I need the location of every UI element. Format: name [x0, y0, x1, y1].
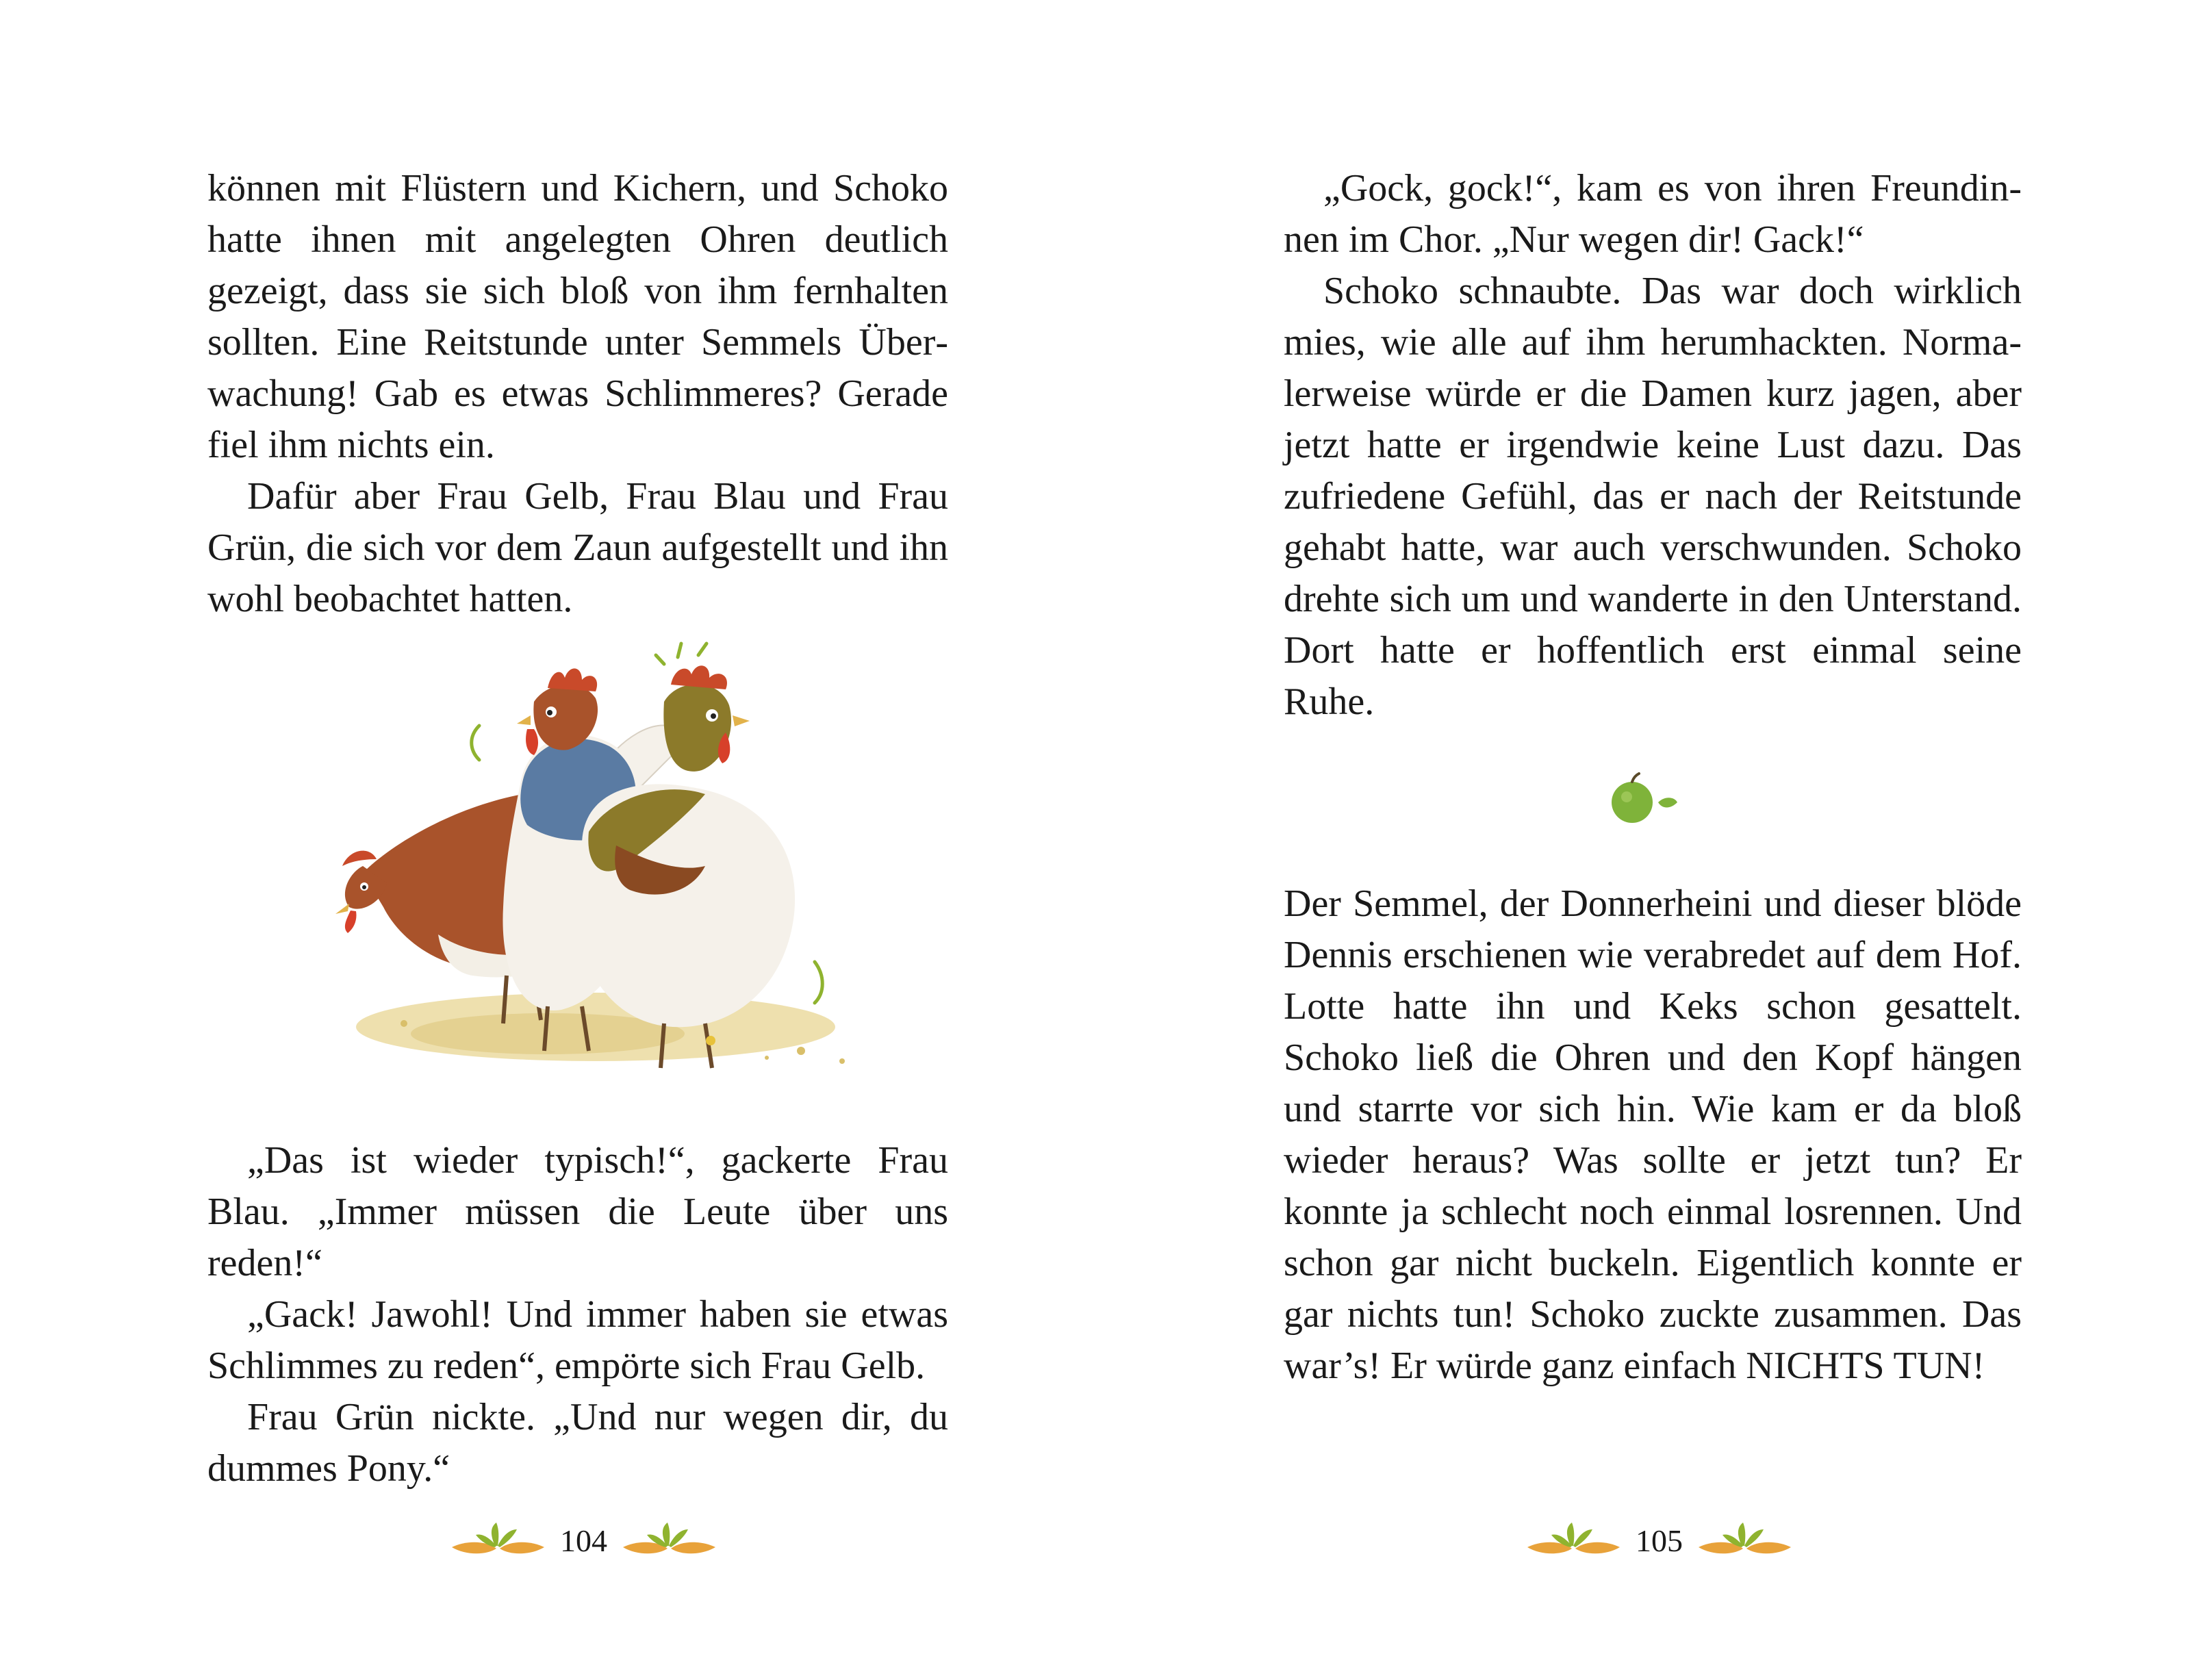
- paragraph: Frau Grün nickte. „Und nur wegen dir, du dummes Pony.“: [207, 1396, 948, 1490]
- paragraph: Schoko schnaubte. Das war doch wirklich mies, wie alle auf ihm herumhackten. Normalerweise würde er die Damen kurz jagen, aber jetzt hatte er irgendwie keine Lust dazu. Das zufriedene Gefühl, das er nach der Reitstunde gehabt hatte, war auch verschwunden. Schoko drehte sich um und wanderte in den Unterstand. Dort hatte er hoffentlich erst einmal seine Ruhe.: [1284, 270, 2022, 723]
- carrot-ornament-icon: [620, 1520, 719, 1561]
- carrot-ornament-icon: [1524, 1520, 1623, 1561]
- paragraph: „Das ist wieder typisch!“, gackerte Frau Blau. „Immer müssen die Leute über uns reden!“: [207, 1139, 948, 1284]
- page-footer: [448, 1516, 719, 1564]
- paragraph: „Gock, gock!“, kam es von ihren Freundinnen im Chor. „Nur wegen dir! Gack!“: [1284, 167, 2022, 261]
- carrot-ornament-icon: [448, 1520, 548, 1561]
- paragraph: „Gack! Jawohl! Und immer haben sie etwas Schlimmes zu reden“, empörte sich Frau Gelb.: [207, 1293, 948, 1387]
- right-bottom-text: [1284, 878, 2022, 1392]
- page-number: 104: [560, 1523, 607, 1558]
- carrot-ornament-icon: [1695, 1520, 1794, 1561]
- paragraph: können mit Flüstern und Kichern, und Schoko hatte ihnen mit angelegten Ohren deutlich gezeigt, dass sie sich bloß von ihm fernhalten sollten. Eine Reitstunde unter Semmels Überwachung! Gab es etwas Schlimmeres? Gerade fiel ihm nichts ein.: [207, 167, 948, 466]
- page-footer: [1524, 1516, 1794, 1564]
- page-number: 105: [1636, 1523, 1683, 1558]
- paragraph: Dafür aber Frau Gelb, Frau Blau und Frau Grün, die sich vor dem Zaun aufgestellt und ihn wohl beobachtet hatten.: [207, 475, 948, 620]
- right-page: [1106, 0, 2212, 1680]
- right-top-text: [1284, 163, 2022, 728]
- left-bottom-text: [207, 1135, 948, 1494]
- apple-icon: [1605, 772, 1680, 827]
- three-chickens-illustration: [322, 640, 917, 1092]
- paragraph: Der Semmel, der Donnerheini und dieser blöde Dennis erschienen wie verabredet auf dem Hof. Lotte hatte ihn und Keks schon gesattelt. Schoko ließ die Ohren und den Kopf hängen und starrte vor sich hin. Wie kam er da bloß wieder heraus? Was sollte er jetzt tun? Er konnte ja schlecht noch einmal losrennen. Und schon gar nicht buckeln. Eigentlich konnte er gar nichts tun! Schoko zuckte zusammen. Das war’s! Er würde ganz einfach NICHTS TUN!: [1284, 882, 2022, 1387]
- left-top-text: [207, 163, 948, 625]
